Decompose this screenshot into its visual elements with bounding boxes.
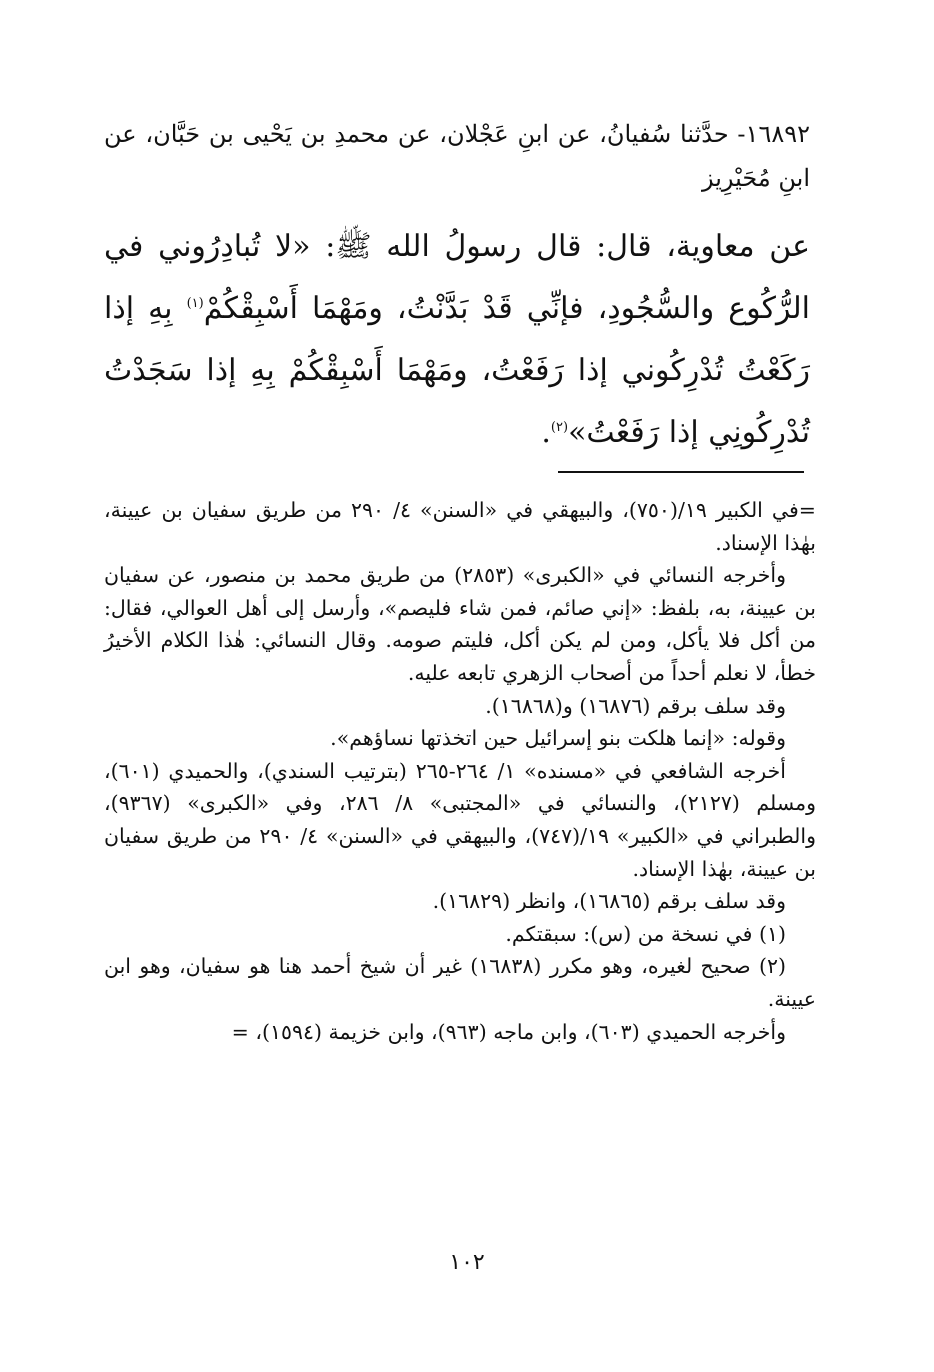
footnote-ref-2: (٢) — [550, 420, 569, 435]
matn-end: . — [541, 415, 551, 450]
main-text — [104, 112, 810, 464]
matn-part-1: عن معاوية، قال: قال رسولُ الله ﷺ: «لا تُبادِرُوني في الرُّكُوع والسُّجُودِ، فإنِّي قَدْ بَدَّنْتُ، ومَهْمَا أَسْبِقْكُمْ — [104, 229, 810, 326]
footnote-separator — [558, 471, 804, 473]
footnotes — [104, 494, 816, 1048]
hadith-isnad: ١٦٨٩٢- حدَّثنا سُفيانُ، عن ابنِ عَجْلان، عن محمدِ بن يَحْيى بن حَبَّان، عن ابنِ مُحَيْرِيز — [104, 120, 810, 192]
page-number: ١٠٢ — [449, 1250, 485, 1275]
footnote-paragraph: وأخرجه النسائي في «الكبرى» (٢٨٥٣) من طريق محمد بن منصور، عن سفيان بن عيينة، به، بلفظ: «إني صائم، فمن شاء فليصم»، وأرسل إلى أهل العوالي، فقال: من أكل فلا يأكل، ومن لم يكن أكل، فليتم صومه. وقال النسائي: هٰذا الكلام الأخيرُ خطأ، لا نعلم أحداً من أصحاب الزهري تابعه عليه. — [104, 563, 816, 685]
footnote-paragraph: أخرجه الشافعي في «مسنده» ١/ ٢٦٤-٢٦٥ (بترتيب السندي)، والحميدي (٦٠١)، ومسلم (٢١٢٧)، والنسائي في «المجتبى» ٨/ ٢٨٦، وفي «الكبرى» (٩٣٦٧)، والطبراني في «الكبير» ١٩/(٧٤٧)، والبيهقي في «السنن» ٤/ ٢٩٠ من طريق سفيان بن عيينة، بهٰذا الإسناد. — [104, 758, 816, 881]
footnote-paragraph: وقوله: «إنما هلكت بنو إسرائيل حين اتخذتها نساؤهم». — [330, 726, 786, 751]
footnote-paragraph: وقد سلف برقم (١٦٨٧٦) و(١٦٨٦٨). — [485, 693, 786, 718]
matn-part-2: بِهِ إذا رَكَعْتُ تُدْرِكُوني إذا رَفَعْتُ، ومَهْمَا أَسْبِقْكُمْ بِهِ إذا سَجَدْتُ تُدْرِكُونِي إذا رَفَعْتُ» — [104, 291, 810, 450]
hadith-matn — [104, 216, 810, 464]
footnote-paragraph: (١) في نسخة من (س): سبقتكم. — [505, 921, 786, 946]
footnote-paragraph: وأخرجه الحميدي (٦٠٣)، وابن ماجه (٩٦٣)، وابن خزيمة (١٥٩٤)، = — [231, 1019, 786, 1044]
footnote-ref-1: (١) — [186, 296, 204, 311]
footnote-paragraph: =في الكبير ١٩/(٧٥٠)، والبيهقي في «السنن» ٤/ ٢٩٠ من طريق سفيان بن عيينة، بهٰذا الإسناد. — [104, 498, 816, 555]
footnote-paragraph: وقد سلف برقم (١٦٨٦٥)، وانظر (١٦٨٢٩). — [432, 889, 786, 914]
footnote-paragraph: (٢) صحيح لغيره، وهو مكرر (١٦٨٣٨) غير أن شيخ أحمد هنا هو سفيان، وهو ابن عيينة. — [104, 954, 816, 1011]
